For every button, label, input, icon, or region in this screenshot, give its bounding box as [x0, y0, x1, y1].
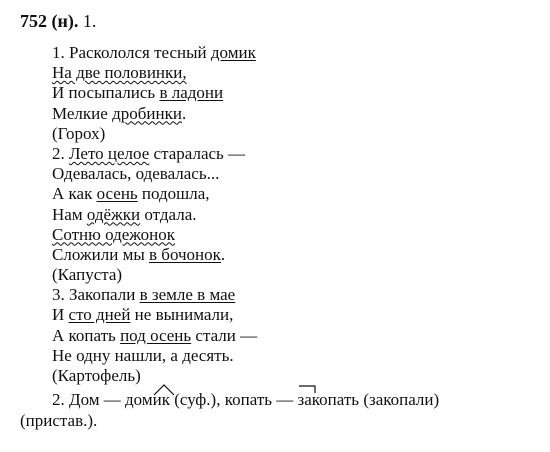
underlined-word: осень	[96, 184, 138, 204]
riddle3-line4: Не одну нашли, а десять.	[52, 345, 234, 365]
wavy-underlined-phrase: Сотню одежонок	[52, 224, 175, 244]
underlined-phrase: под осень	[120, 325, 192, 345]
riddles-block	[52, 43, 257, 386]
exercise-part: 1.	[82, 11, 97, 31]
riddle3-answer: (Картофель)	[52, 366, 141, 385]
riddle2-line4: Нам одёжки отдала.	[52, 204, 197, 224]
prefix-morpheme: за	[298, 389, 312, 410]
part2-line2: (пристав.).	[20, 411, 98, 430]
riddle2-line1: 2. Лето целое старалась —	[52, 143, 246, 163]
wavy-underlined-phrase: На две половинки,	[52, 63, 187, 83]
riddle3-line1: 3. Закопали в земле в мае	[52, 285, 236, 305]
wavy-underlined-word: дробинки	[112, 103, 182, 123]
riddle3-line2: И сто дней не вынимали,	[52, 305, 234, 325]
riddle1-line4: Мелкие дробинки.	[52, 103, 187, 123]
riddle2-line2: Одевалась, одевалась...	[52, 164, 220, 184]
riddle1-line1: 1. Раскололся тесный домик	[52, 43, 256, 62]
part2-line1: 2. Дом — дом ик (суф.), копать — закопать (закопали)	[20, 389, 439, 410]
underlined-phrase: в бочонок	[149, 244, 221, 264]
exercise-heading	[20, 10, 96, 32]
underlined-phrase: в земле в мае	[139, 285, 236, 305]
riddle2-line5	[52, 225, 257, 245]
underlined-phrase: сто дней	[68, 305, 131, 325]
wavy-underlined-word: одёжки	[86, 204, 141, 224]
exercise-number: 752 (н).	[20, 11, 79, 31]
riddle2-line6: Сложили мы в бочонок.	[52, 244, 226, 264]
underlined-word: домик	[210, 43, 256, 62]
part2-block	[20, 389, 439, 431]
riddle2-line3: А как осень подошла,	[52, 184, 210, 204]
riddle1-answer: (Горох)	[52, 123, 106, 143]
wavy-underlined-phrase: Лето целое	[69, 143, 150, 163]
riddle3-line3: А копать под осень стали —	[52, 325, 258, 345]
suffix-morpheme: ик	[153, 389, 170, 410]
riddle2-answer: (Капуста)	[52, 265, 123, 285]
underlined-phrase: в ладони	[159, 83, 224, 103]
riddle1-line2	[52, 63, 257, 83]
riddle1-line3: И посыпались в ладони	[52, 83, 224, 103]
